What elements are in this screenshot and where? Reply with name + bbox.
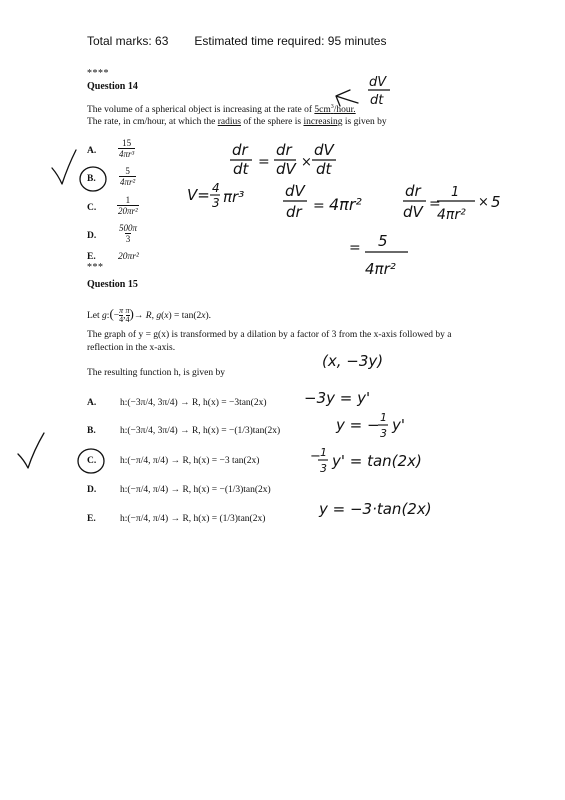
svg-text:=: = — [258, 154, 270, 170]
q14-stem-text-d: is given by — [342, 117, 387, 127]
q15-option-c-label[interactable]: C. — [87, 456, 97, 466]
svg-text:πr³: πr³ — [223, 188, 245, 206]
q14-rate-unit: /hour. — [333, 105, 356, 116]
q15-option-a-value: h:(−3π/4, 3π/4) → R, h(x) = −3tan(2x) — [120, 398, 267, 408]
q14-stem-line-2 — [87, 117, 387, 127]
svg-text:dV: dV — [403, 203, 423, 221]
checkmark-icon — [18, 433, 44, 468]
total-marks: Total marks: 63 — [87, 34, 169, 48]
svg-text:dr: dr — [286, 203, 302, 221]
svg-text:1: 1 — [320, 446, 327, 459]
q14-option-e-value: 20πr² — [118, 252, 139, 262]
svg-text:dV: dV — [276, 160, 296, 178]
q15-stem-line-1: The graph of y = g(x) is transformed by a dilation by a factor of 3 from the x-axis followed by a — [87, 330, 452, 340]
svg-text:4: 4 — [212, 181, 220, 195]
note-dt: dt — [370, 93, 384, 108]
svg-text:4πr²: 4πr² — [329, 195, 362, 214]
q14-option-d-value — [118, 223, 138, 244]
svg-text:1: 1 — [380, 411, 387, 424]
svg-text:dr: dr — [405, 182, 421, 200]
q15-option-e-label[interactable]: E. — [87, 514, 96, 524]
svg-text:4πr²: 4πr² — [437, 207, 466, 223]
q14-option-c-denominator: 20πr² — [118, 206, 138, 216]
q14-option-c-label[interactable]: C. — [87, 203, 97, 213]
question-15-title: Question 15 — [87, 279, 138, 290]
q14-option-b-denominator: 4πr² — [120, 177, 136, 187]
svg-text:−3y = y': −3y = y' — [304, 389, 371, 407]
q14-option-d-numerator: 500π — [119, 223, 138, 233]
q14-stem-line-1 — [87, 104, 356, 115]
svg-text:−: − — [310, 449, 321, 464]
svg-text:y = −3·tan(2x): y = −3·tan(2x) — [319, 500, 432, 518]
q14-option-b-numerator: 5 — [125, 166, 130, 176]
svg-text:×: × — [478, 195, 489, 210]
svg-text:y': y' — [392, 416, 406, 434]
q15-stem-line-2: reflection in the x-axis. — [87, 343, 176, 353]
svg-text:dr: dr — [276, 141, 292, 159]
q15-let-line: Let g:(− $\frac{\pi}{4}$ , $\frac{\pi}{4}$ )→ R, g(x) = tan(2x). — [87, 306, 212, 325]
svg-text:3: 3 — [380, 427, 387, 440]
q14-option-b-value — [119, 166, 136, 187]
q14-stem-text-c: of the sphere is — [240, 117, 304, 127]
svg-text:5: 5 — [378, 232, 388, 250]
svg-text:×: × — [301, 155, 312, 170]
q14-option-d-denominator: 3 — [125, 234, 131, 244]
svg-text:1: 1 — [451, 185, 460, 200]
q15-option-c-value: h:(−π/4, π/4) → R, h(x) = −3 tan(2x) — [120, 456, 260, 466]
svg-text:3: 3 — [212, 196, 220, 210]
svg-text:=: = — [313, 198, 325, 214]
svg-text:4πr²: 4πr² — [365, 260, 396, 278]
q14-stem-text-b: The rate, in cm/hour, at which the — [87, 117, 218, 127]
q14-option-a-value — [118, 138, 135, 159]
q15-option-e-value: h:(−π/4, π/4) → R, h(x) = (1/3)tan(2x) — [120, 514, 266, 524]
svg-text:dr: dr — [232, 141, 248, 159]
q15-option-a-label[interactable]: A. — [87, 398, 97, 408]
q14-option-c-numerator: 1 — [125, 195, 131, 205]
q14-radius-word: radius — [217, 117, 241, 127]
note-dv: dV — [369, 75, 387, 90]
q14-option-d-label[interactable]: D. — [87, 231, 97, 241]
q14-option-a-label[interactable]: A. — [87, 146, 97, 156]
q15-option-d-value: h:(−π/4, π/4) → R, h(x) = −(1/3)tan(2x) — [120, 485, 271, 495]
svg-text:dt: dt — [316, 160, 332, 178]
question-14-title: Question 14 — [87, 81, 138, 92]
q14-rate-number: 5cm — [314, 105, 331, 116]
svg-text:dt: dt — [233, 160, 249, 178]
q14-option-c-value — [117, 195, 139, 216]
difficulty-stars-q15: *** — [87, 262, 104, 273]
svg-text:V=: V= — [187, 186, 210, 204]
q14-option-a-denominator: 4πr³ — [119, 149, 135, 159]
q15-option-d-label[interactable]: D. — [87, 485, 97, 495]
difficulty-stars-q14: **** — [87, 68, 109, 79]
svg-text:3: 3 — [320, 462, 327, 475]
q14-increasing-word: increasing — [303, 117, 343, 127]
svg-text:5: 5 — [491, 193, 501, 211]
svg-text:y' = tan(2x): y' = tan(2x) — [332, 452, 422, 470]
svg-text:(x, −3y): (x, −3y) — [322, 352, 384, 370]
q14-option-b-label[interactable]: B. — [87, 174, 96, 184]
svg-text:=: = — [429, 196, 441, 212]
checkmark-icon — [52, 150, 76, 184]
q14-stem-text-a: The volume of a spherical object is increasing at the rate of — [87, 105, 315, 116]
svg-text:y = −: y = − — [336, 416, 380, 434]
q15-option-b-label[interactable]: B. — [87, 426, 96, 436]
q14-rate-value: $5cm^3$ — [314, 104, 334, 116]
estimated-time: Estimated time required: 95 minutes — [194, 34, 387, 48]
svg-text:dV: dV — [285, 182, 305, 200]
svg-text:dV: dV — [314, 141, 334, 159]
q15-stem-line-3: The resulting function h, is given by — [87, 368, 225, 378]
q14-option-a-numerator: 15 — [122, 138, 132, 148]
svg-text:=: = — [349, 240, 361, 256]
q15-option-b-value: h:(−3π/4, 3π/4) → R, h(x) = −(1/3)tan(2x) — [120, 426, 281, 436]
page-header — [87, 34, 386, 48]
q14-option-e-label[interactable]: E. — [87, 252, 96, 262]
